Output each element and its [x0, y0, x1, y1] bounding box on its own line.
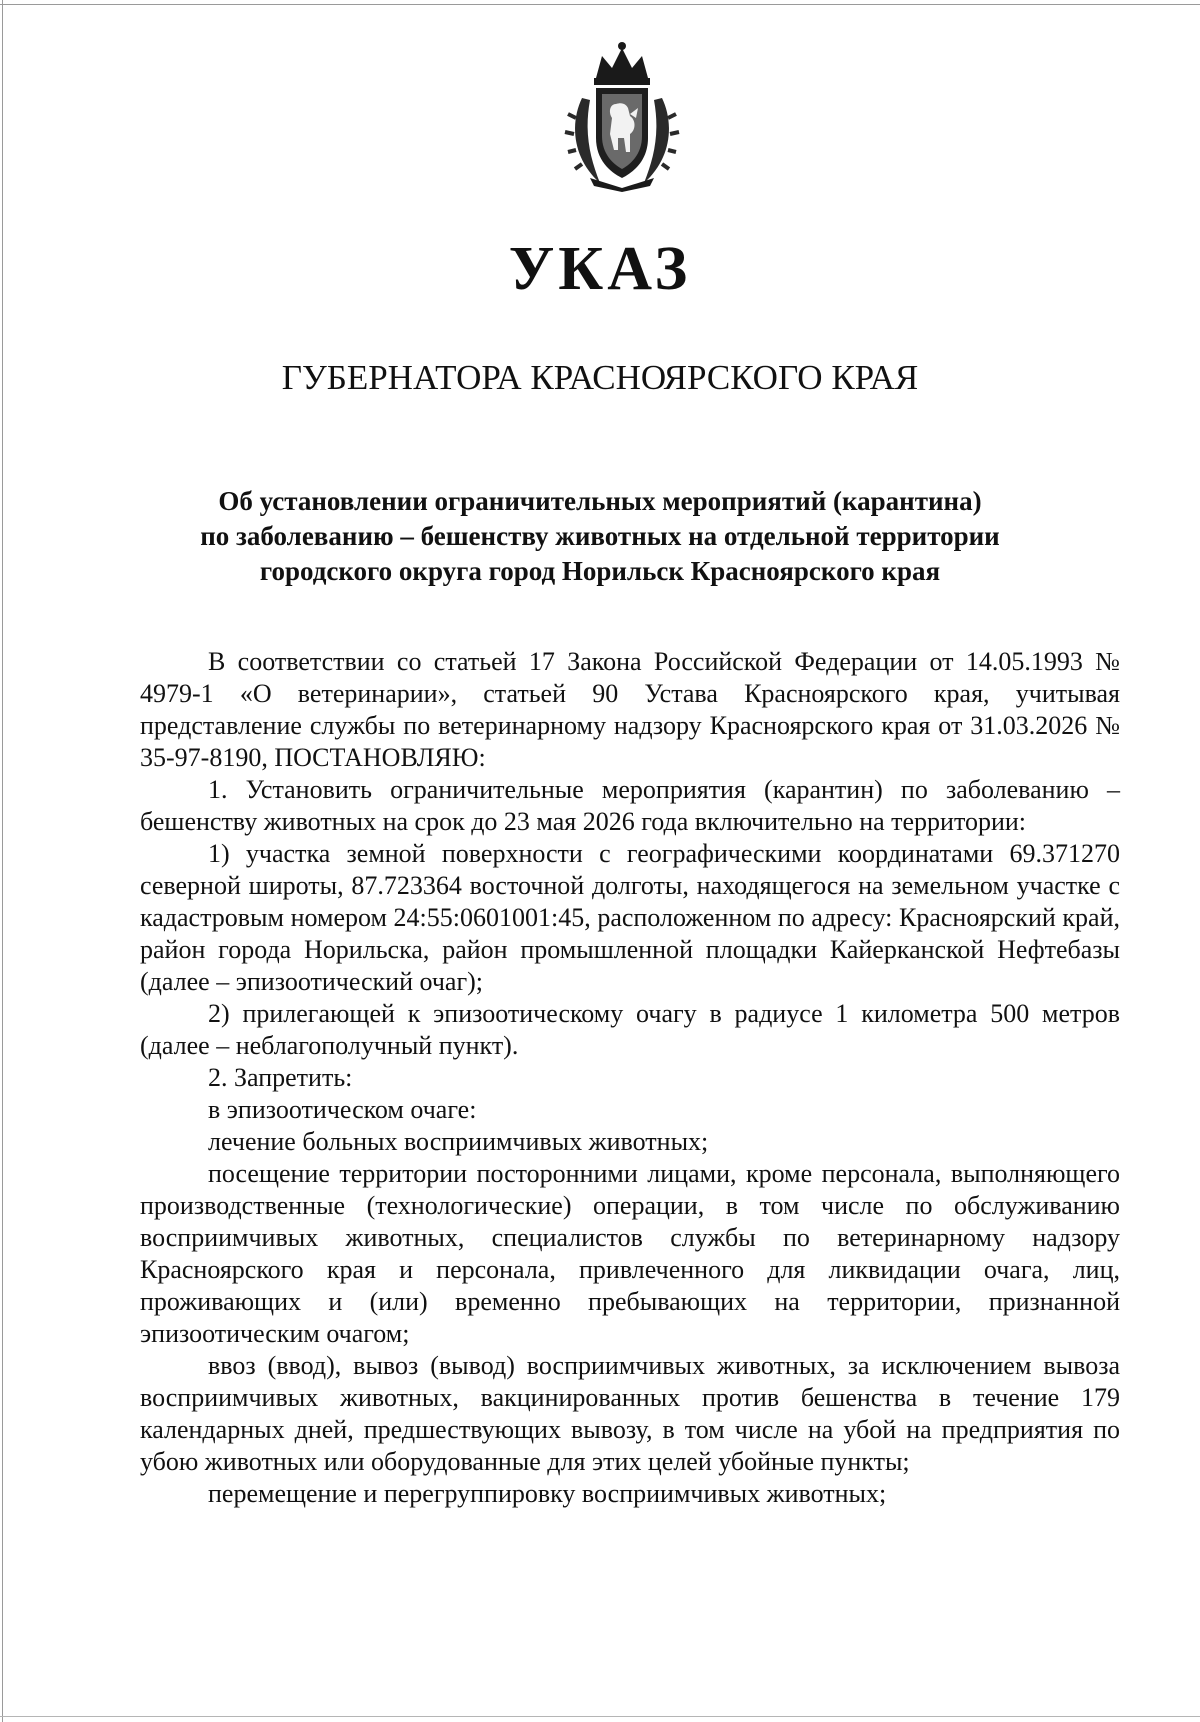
heading-line: городского округа город Норильск Красноярского края — [259, 556, 941, 586]
document-title: УКАЗ — [508, 235, 692, 303]
body-paragraph: посещение территории посторонними лицами, кроме персонала, выполняющего производственные (технологические) операции, в том числе по обслуживанию восприимчивых животных, специалистов службы по ветеринарному надзору Красноярского края и персонала, привлеченного для ликвидации очага, лиц, проживающих и (или) временно пребывающих на территории, признанной эпизоотическим очагом; — [140, 1159, 1120, 1348]
scan-bottom-edge — [0, 1716, 1200, 1717]
heading-line: по заболеванию – бешенству животных на отдельной территории — [200, 521, 1000, 551]
body-paragraph: 1. Установить ограничительные мероприятия (карантин) по заболеванию – бешенству животных на срок до 23 мая 2026 года включительно на территории: — [140, 775, 1120, 836]
body-paragraph: в эпизоотическом очаге: — [208, 1095, 477, 1124]
body-paragraph: 1) участка земной поверхности с географическими координатами 69.371270 северной широты, 87.723364 восточной долготы, находящегося на земельном участке с кадастровым номером 24:55:0601001:45, расположенном по адресу: Красноярский край, район города Норильска, район промышленной площадки Кайерканской Нефтебазы (далее – эпизоотический очаг); — [140, 839, 1120, 996]
body-paragraph: 2. Запретить: — [208, 1063, 353, 1092]
body-paragraph: перемещение и перегруппировку восприимчивых животных; — [208, 1479, 887, 1508]
document-issuer: ГУБЕРНАТОРА КРАСНОЯРСКОГО КРАЯ — [281, 358, 919, 397]
body-paragraph: ввоз (ввод), вывоз (вывод) восприимчивых животных, за исключением вывоза восприимчивых животных, вакцинированных против бешенства в течение 179 календарных дней, предшествующих вывозу, в том числе на убой на предприятия по убою животных или оборудованные для этих целей убойные пункты; — [140, 1351, 1120, 1476]
document-body — [140, 646, 1120, 1510]
scan-top-edge — [0, 4, 1200, 5]
heading-line: Об установлении ограничительных мероприятий (карантина) — [218, 486, 982, 516]
document-heading — [140, 484, 1060, 589]
body-paragraph: В соответствии со статьей 17 Закона Российской Федерации от 14.05.1993 № 4979-1 «О ветеринарии», статьей 90 Устава Красноярского края, учитывая представление службы по ветеринарному надзору Красноярского края от 31.03.2026 № 35-97-8190, ПОСТАНОВЛЯЮ: — [140, 647, 1120, 772]
coat-of-arms-emblem — [560, 38, 684, 192]
body-paragraph: лечение больных восприимчивых животных; — [208, 1127, 709, 1156]
body-paragraph: 2) прилегающей к эпизоотическому очагу в радиусе 1 километра 500 метров (далее – неблагополучный пункт). — [140, 999, 1120, 1060]
